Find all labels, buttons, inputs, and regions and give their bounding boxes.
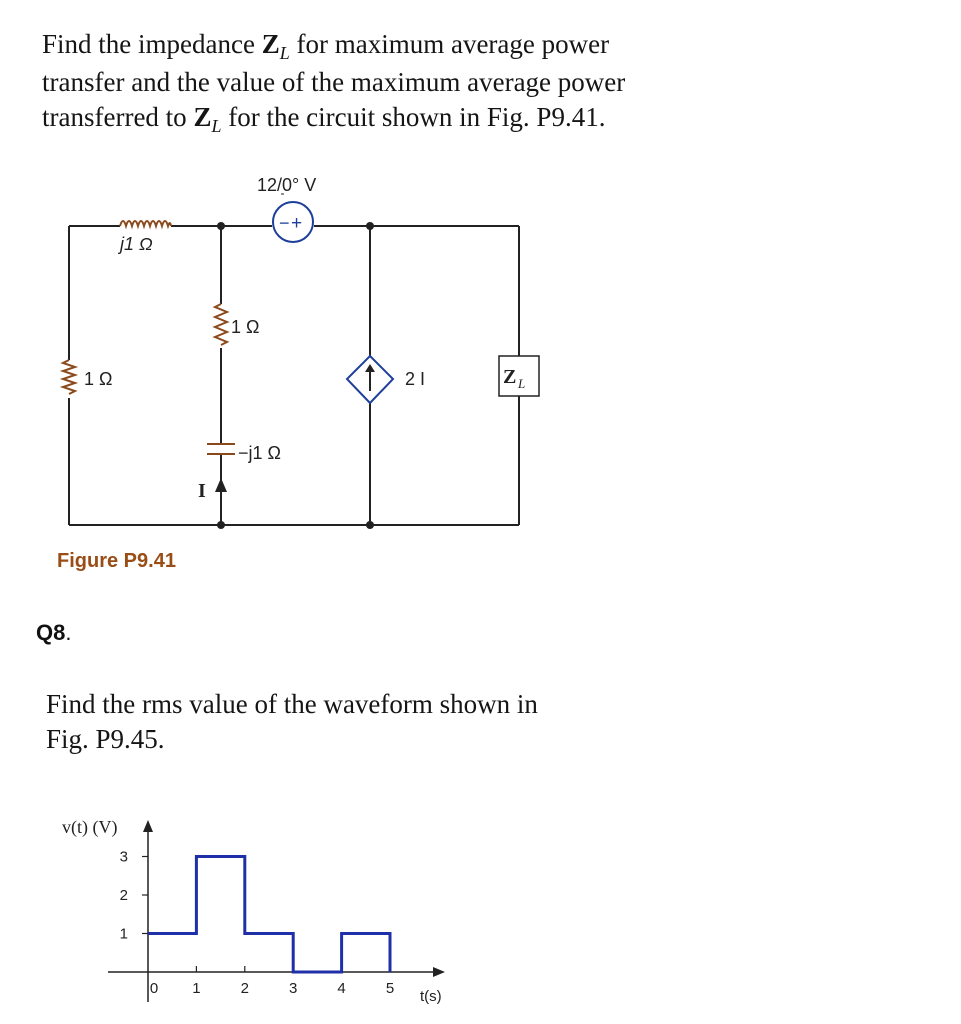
chart-axes <box>108 820 445 1002</box>
current-label: I <box>198 480 206 502</box>
q7-line3-pre: transferred to <box>42 102 194 132</box>
chart-series <box>148 856 390 972</box>
load-label: Z <box>503 366 517 388</box>
load-subscript: L <box>518 376 526 391</box>
q7-line2: transfer and the value of the maximum average power <box>42 67 626 97</box>
mid-resistor-label: 1 Ω <box>231 317 260 337</box>
q7-line1-pre: Find the impedance <box>42 29 262 59</box>
q7-line1-post: for maximum average power <box>289 29 610 59</box>
waveform-line <box>148 857 390 973</box>
chart-ylabel: v(t) (V) <box>62 817 118 837</box>
y-tick-label: 1 <box>119 925 128 943</box>
x-tick-label: 4 <box>337 980 346 997</box>
x-axis-arrow-icon <box>433 967 445 977</box>
x-tick-label: 3 <box>289 980 298 997</box>
source-label: 12/0° V <box>257 175 317 195</box>
x-tick-label: 0 <box>149 980 159 997</box>
y-axis-arrow-icon <box>143 820 153 832</box>
q8-label-dot: . <box>65 620 72 645</box>
q8-line2: Fig. P9.45. <box>46 724 165 754</box>
y-tick-label: 2 <box>119 887 128 904</box>
source-minus: − <box>279 213 290 233</box>
z-symbol-2: Z <box>193 102 212 132</box>
chart-ticks <box>120 849 395 998</box>
figure-caption: Figure P9.41 <box>57 550 176 572</box>
q7-line3-post: for the circuit shown in Fig. P9.41. <box>221 102 606 132</box>
x-tick-label: 5 <box>385 980 395 997</box>
q8-line1: Find the rms value of the waveform shown in <box>46 689 538 719</box>
source-plus: + <box>291 213 303 234</box>
dependent-source-label: 2 I <box>405 369 426 389</box>
z-subscript-2: L <box>211 116 222 136</box>
z-subscript: L <box>279 43 290 63</box>
x-tick-label: 1 <box>192 980 201 997</box>
x-tick-label: 2 <box>240 980 249 997</box>
q8-label-text: Q8 <box>36 620 66 645</box>
y-tick-label: 3 <box>119 848 128 866</box>
z-symbol: Z <box>261 29 280 59</box>
left-resistor-label: 1 Ω <box>84 369 113 389</box>
chart-xlabel: t(s) <box>420 988 442 1005</box>
capacitor-label: −j1 Ω <box>238 443 281 463</box>
inductor-label: j1 Ω <box>120 234 153 254</box>
